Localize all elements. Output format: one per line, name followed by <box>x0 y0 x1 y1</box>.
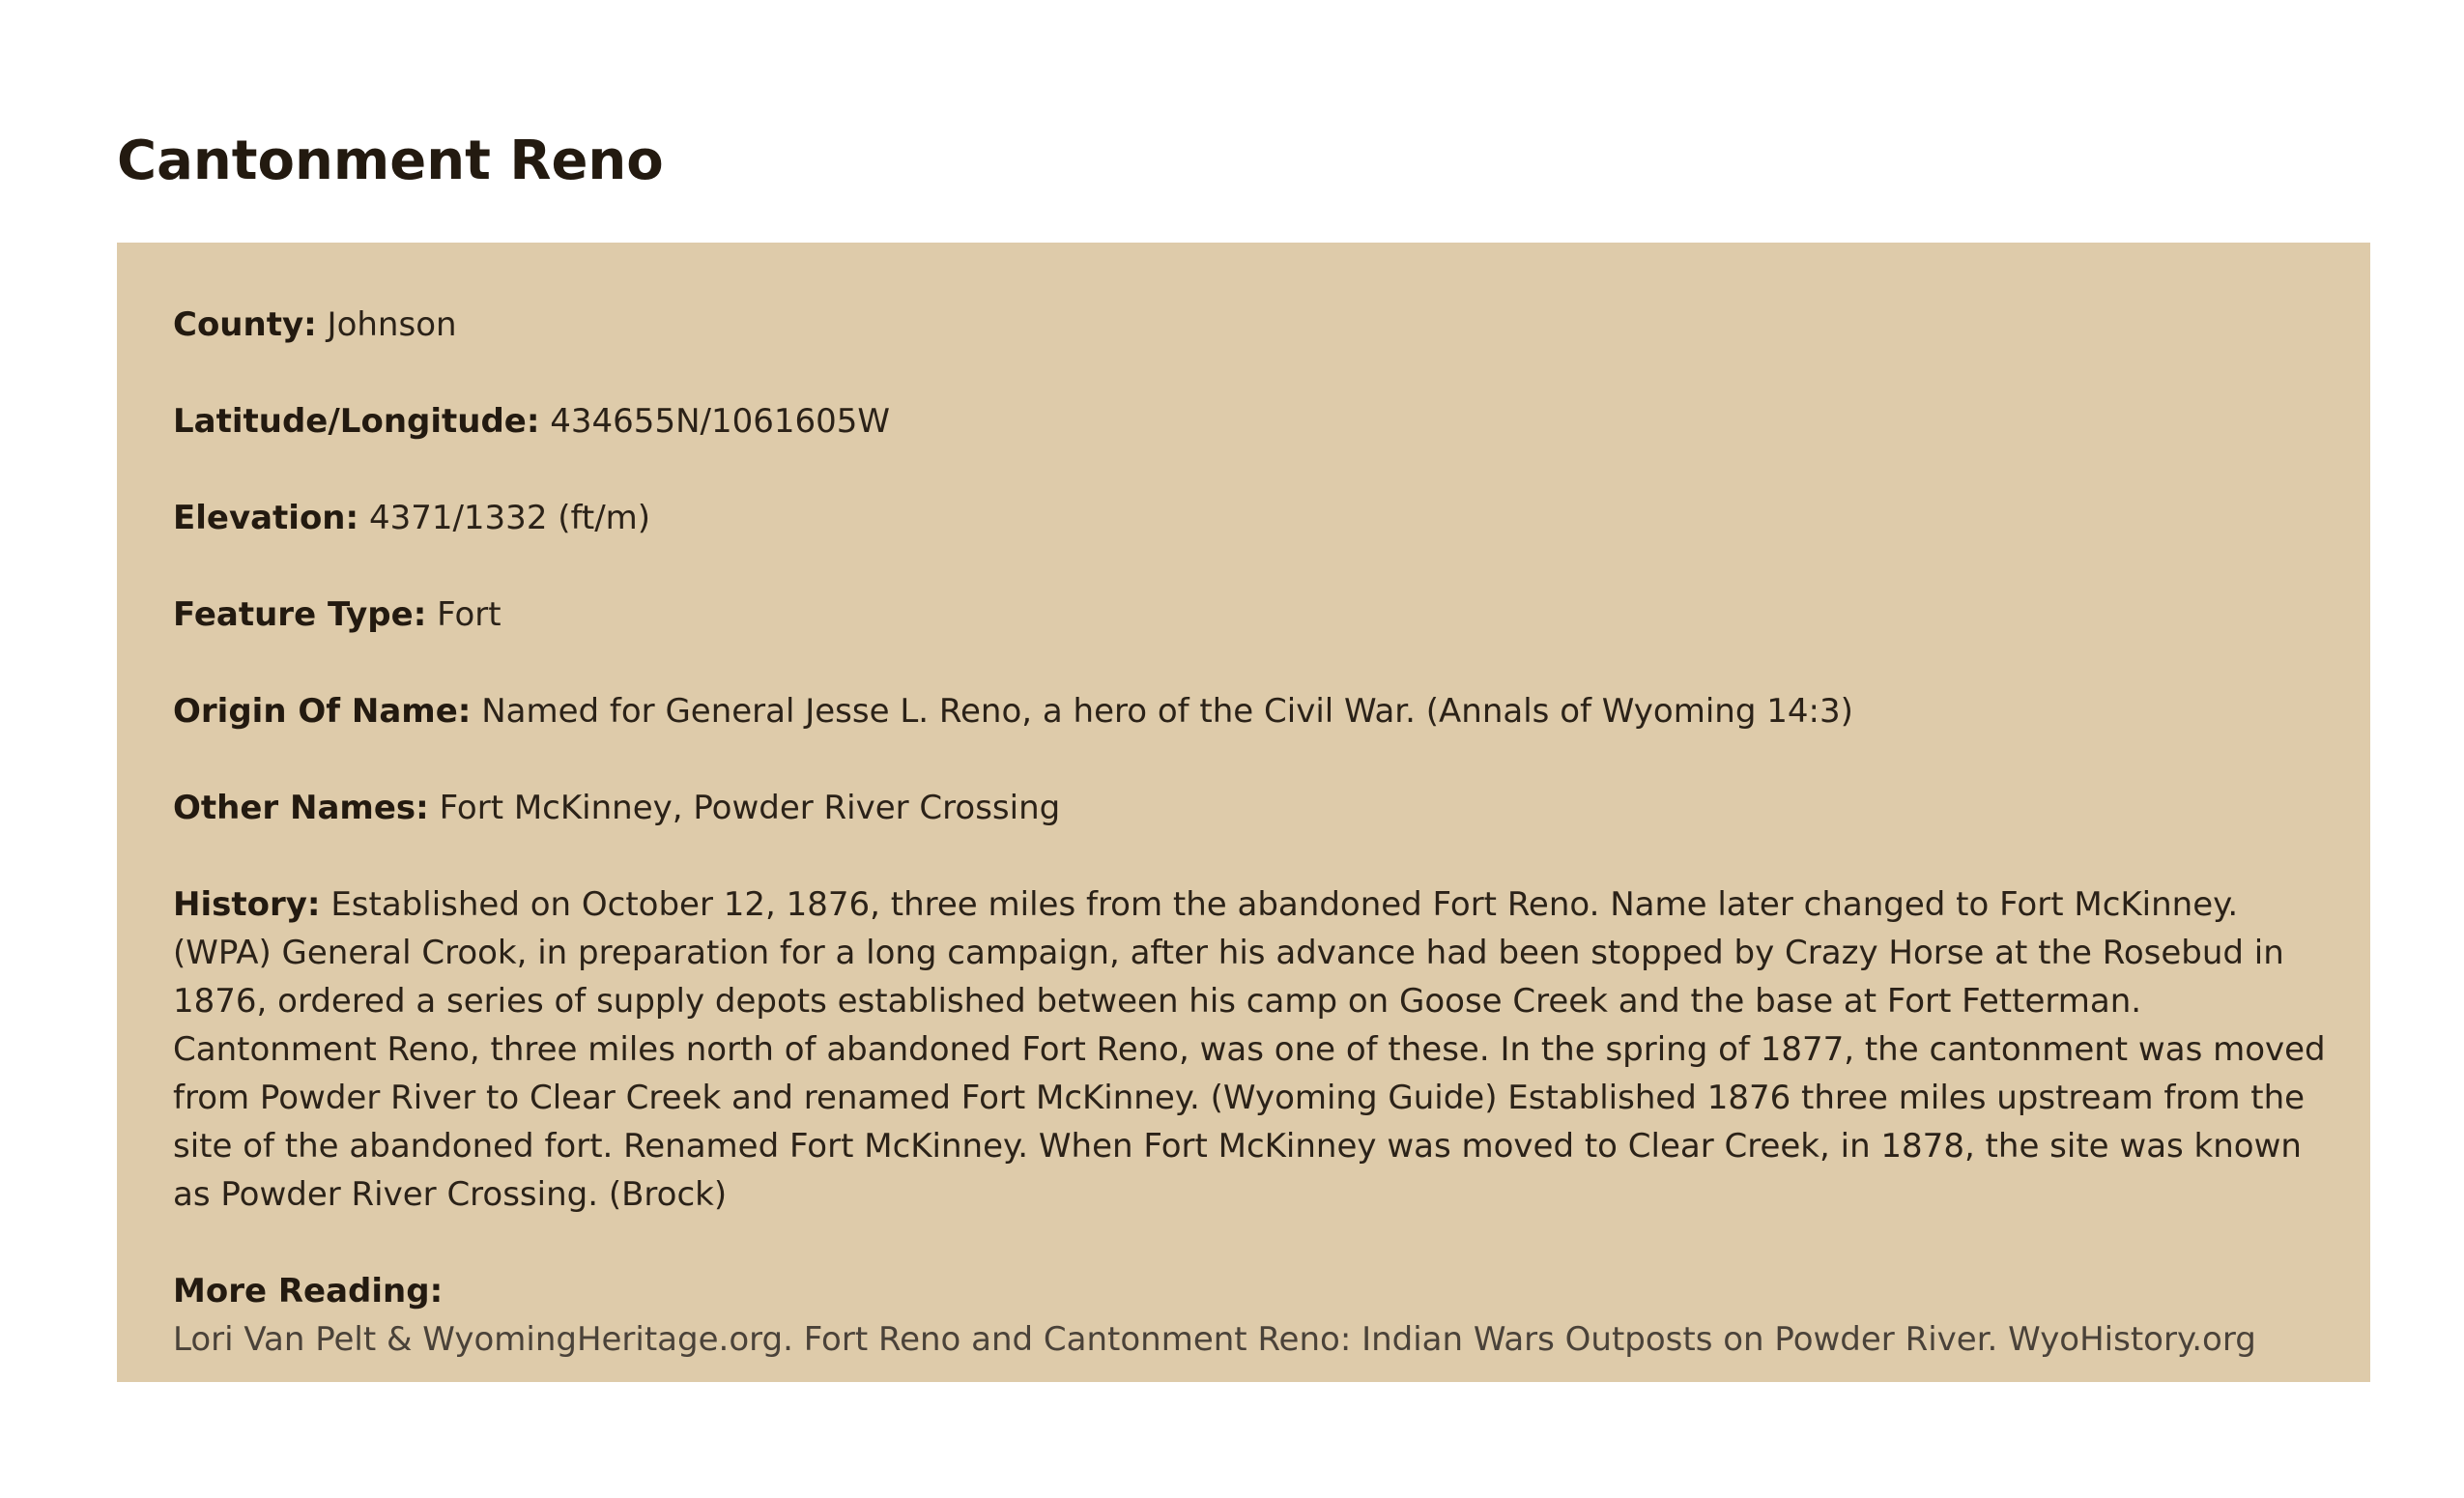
field-label: Origin Of Name: <box>173 692 472 731</box>
field-label: Feature Type: <box>173 595 427 634</box>
field-origin-of-name <box>173 687 2332 735</box>
field-value: 4371/1332 (ft/m) <box>368 499 651 537</box>
field-label: County: <box>173 305 317 344</box>
field-other-names <box>173 784 2332 832</box>
page-title: Cantonment Reno <box>117 130 664 192</box>
field-county <box>173 301 2332 349</box>
info-panel <box>117 243 2370 1382</box>
field-value: Fort <box>437 595 501 634</box>
field-label: Elevation: <box>173 499 359 537</box>
field-latitude-longitude <box>173 397 2332 446</box>
field-value: 434655N/1061605W <box>550 402 891 441</box>
field-elevation <box>173 494 2332 542</box>
field-value: Named for General Jesse L. Reno, a hero of the Civil War. (Annals of Wyoming 14:3) <box>481 692 1853 731</box>
field-value: Johnson <box>327 305 457 344</box>
more-reading-link[interactable]: Lori Van Pelt & WyomingHeritage.org. Fort Reno and Cantonment Reno: Indian Wars Outposts on Powder River. WyoHistory.org <box>173 1320 2256 1359</box>
field-label: History: <box>173 885 321 924</box>
field-value: Established on October 12, 1876, three miles from the abandoned Fort Reno. Name later changed to Fort McKinney. (WPA) General Crook, in preparation for a long campaign, after his advance had been stopped by Crazy Horse at the Rosebud in 1876, ordered a series of supply depots established between his camp on Goose Creek and the base at Fort Fetterman. Cantonment Reno, three miles north of abandoned Fort Reno, was one of these. In the spring of 1877, the cantonment was moved from Powder River to Clear Creek and renamed Fort McKinney. (Wyoming Guide) Established 1876 three miles upstream from the site of the abandoned fort. Renamed Fort McKinney. When Fort McKinney was moved to Clear Creek, in 1878, the site was known as Powder River Crossing. (Brock) <box>173 885 2326 1214</box>
field-history <box>173 880 2332 1219</box>
field-more-reading <box>173 1267 2332 1364</box>
field-feature-type <box>173 591 2332 639</box>
field-label: Latitude/Longitude: <box>173 402 540 441</box>
field-label: Other Names: <box>173 789 429 827</box>
field-value: Fort McKinney, Powder River Crossing <box>439 789 1061 827</box>
field-label: More Reading: <box>173 1272 444 1311</box>
